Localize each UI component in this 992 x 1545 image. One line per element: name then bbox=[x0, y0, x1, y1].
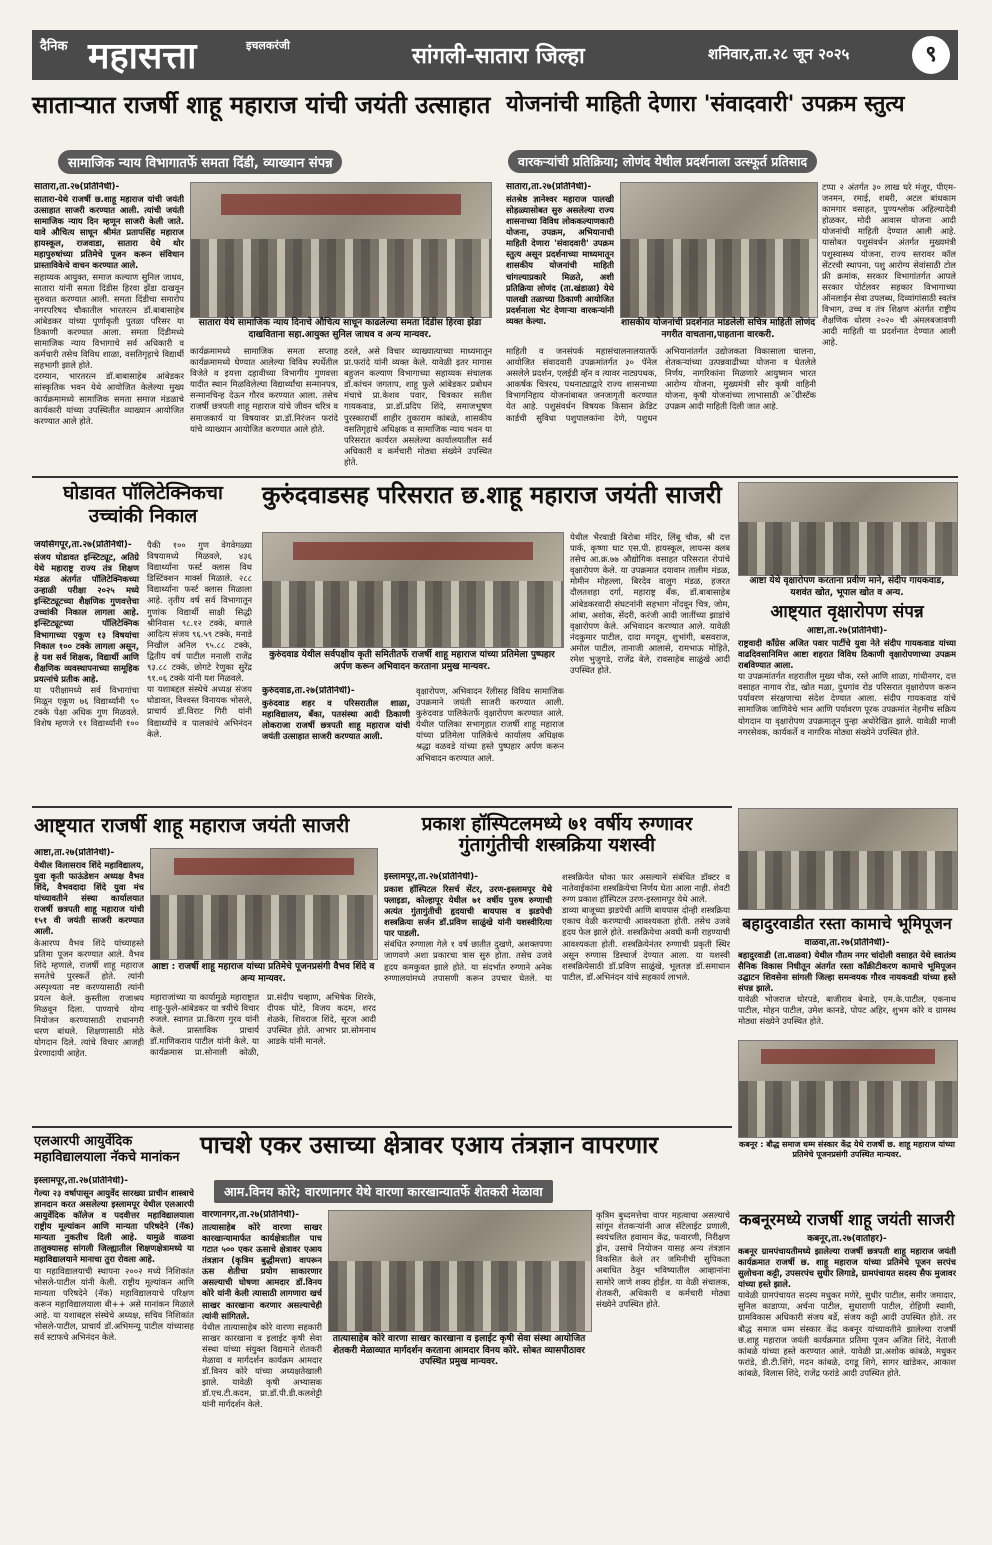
issue-date: शनिवार,ता.२८ जून २०२५ bbox=[708, 45, 850, 63]
story10-para2: या महाविद्यालयाची स्थापना २००२ मध्ये निशिकांत भोसले-पाटील यांनी केली. राष्ट्रीय मूल्यांकन आणि मान्यता परिषदेने (नॅक) महाविद्यालयाचे परिक्षण करून महाविद्यालयाला बी++ असे मानांकन मिळाले आहे. या यशाबद्दल संस्थेचे अध्यक्ष, सचिव निशिकांत भोसले-पाटील, प्राचार्य डॉ.अभिमन्यू पाटील यांच्यासह सर्व स्टाफचे अभिनंदन केले. bbox=[34, 1265, 194, 1343]
story8-dateline: वाळवा,ता.२७(प्रतिनिधी)- bbox=[804, 938, 890, 948]
story8-text bbox=[738, 938, 956, 1034]
story4-dateline: कुरुंदवाड,ता.२७(प्रतिनिधी)- bbox=[262, 686, 355, 696]
story3-text bbox=[34, 540, 252, 802]
story6-para2: केआरप्प वैभव शिंदे यांच्याहस्ते प्रतिमा पूजन करण्यात आले. वैभव शिंदे म्हणाले, राजर्षी शाहू महाराज समतेचे पुरस्कर्ते होते. त्यांनी अस्पृश्यता नष्ट करण्यासाठी त्यांनी प्रयत्न केले. कुस्तीला राजाश्रय मिळवून दिला. पाण्याचे योग्य नियोजन करण्यासाठी राधानगरी धरण बांधले. शिक्षणासाठी मोठे योगदान दिले. त्यांचे विचार आजही प्रेरणादायी आहेत. bbox=[34, 937, 144, 1059]
story8-headline: बहादुरवाडीत रस्ता कामाचे भूमिपूजन bbox=[742, 914, 952, 933]
story5-para2: या उपक्रमांतर्गत शहरातील मुख्य चौक, रस्ते आणि शाळा, गांधीनगर, दत्त वसाहत नागाव रोड, खोत मळा, दुधगांव रोड परिसरात वृक्षारोपण करून पर्यावरण संरक्षणाचा संदेश देण्यात आला. संदीप गायकवाड यांचे सामाजिक जाणिवेचे भान आणि पर्यावरण पूरक उपक्रमांत नेहमीच सक्रिय योगदान या वृक्षारोपण उपक्रमातून पुन्हा अधोरेखित झाले. यावेळी माजी नगरसेवक, कार्यकर्ते व नागरिक मोठ्या संख्येने उपस्थित होते. bbox=[738, 671, 956, 737]
story10-para1: गेल्या २३ वर्षापासून आयुर्वेद सारख्या प्राचीन शास्त्राचे ज्ञानदान करत असलेल्या इस्लामपूर येथील एलआरपी आयुर्वेदिक कॉलेज व पदवीत्तर महाविद्यालयाला राष्ट्रीय मूल्यांकन आणि मान्यता परिषदेने (नॅक) मान्यता नुकतीच दिली आहे. यामुळे वाळवा तालुक्यासह सांगली जिल्ह्यातील शिक्षणक्षेत्रामध्ये या महाविद्यालयाने मानाचा तुरा रोवला आहे. bbox=[34, 1187, 194, 1265]
story10-headline: एलआरपी आयुर्वेदिक महाविद्यालयाला नॅकचे मानांकन bbox=[34, 1134, 180, 1165]
story9-headline: कबनूरमध्ये राजर्षी शाहू जयंती साजरी bbox=[739, 1210, 955, 1229]
story3-dateline: जयसिंगपूर,ता.२७(प्रतिनिधी)- bbox=[34, 540, 132, 550]
story1-para2: सहाय्यक आयुक्त, समाज कल्याण सुनिल जाधव, सातारा यांनी समता दिंडीस हिरवा झेंडा दाखवून सुरुवात करण्यात आली. समता दिंडीचा समारोप नगरपरिषद चौकातील भारतरत्न डॉ.बाबासाहेब आंबेडकर यांच्या पूर्णाकृती पुतळा परिसर या ठिकाणी करण्यात आला. समता दिंडीमध्ये सामाजिक न्याय विभागाचे सर्व अधिकारी व कर्मचारी तसेच विविध शाळा, वसतिगृहाचे विद्यार्थी सहभागी झाले होते. bbox=[34, 271, 184, 371]
story10-text bbox=[34, 1176, 194, 1530]
story3-para1: संजय घोडावत इन्स्टिट्यूट, अतिग्रे येथे महाराष्ट्र राज्य तंत्र शिक्षण मंडळ अंतर्गत पॉलिटेक्निकच्या उन्हाळी परीक्षा २०२५ मध्ये इन्स्टिट्यूटच्या शैक्षणिक गुणवत्तेचा उच्चांकी निकाल लागला आहे. इन्स्टिट्यूटच्या पॉलिटेक्निक विभागाच्या एकूण १३ विषयांचा निकाल १०० टक्के लागला असून, हे यश सर्व शिक्षक, विद्यार्थी आणि शैक्षणिक व्यवस्थापनाच्या सामूहिक प्रयत्नांचे प्रतीक आहे. bbox=[34, 551, 139, 684]
story1-para1: सातारा-येथे राजर्षी छ.शाहू महाराज यांची जयंती उत्साहात साजरी करण्यात आली. त्यांची जयंती सामाजिक न्याय दिन म्हणून साजरी केली जाते. यावे औचित्य साधून श्रीमंत प्रतापसिंह महाराज हायस्कूल, राजवाडा, सातारा येथे थोर महापुरुषांच्या प्रतिमेचे पूजन करून संविधान प्रास्ताविकेचे वाचन करण्यात आले. bbox=[34, 193, 184, 271]
divider bbox=[32, 1126, 732, 1128]
story5-photo-caption: आष्टा येथे वृक्षारोपण करताना प्रवीण माने, संदीप गायकवाड, यशवंत खोत, भूपाल खोत व अन्य. bbox=[749, 576, 945, 598]
divider bbox=[32, 806, 732, 808]
brand-city: इचलकरंजी bbox=[246, 39, 290, 52]
story6-dateline: आष्टा,ता.२७(प्रतिनिधी)- bbox=[34, 848, 115, 858]
story11-dateline: वारणानगर,ता.२७(प्रतिनिधी)- bbox=[202, 1210, 299, 1220]
story1-text-col1 bbox=[34, 182, 184, 472]
divider bbox=[32, 476, 958, 478]
story3-para3: या यशाबद्दल संस्थेचे अध्यक्ष संजय घोडावत, विश्वस्त विनायक भोसले, प्राचार्य डॉ.विराट गिरी यांनी विद्यार्थ्यांचे व पालकांचे अभिनंदन केले. bbox=[147, 684, 252, 739]
story1-subheadline: सामाजिक न्याय विभागातर्फे समता दिंडी, व्याख्यान संपन्न bbox=[58, 150, 342, 174]
story6-para3: महाराजांच्या या कार्यामुळे महाराष्ट्रात शाहू-फुले-आंबेडकर या त्रयीचे विचार रुजले. स्वागत प्रा.किरण गुरव यांनी केले. प्रास्ताविक प्राचार्य डॉ.माणिकराव पाटील यांनी केले. या कार्यक्रमास प्रा.सोनाली कोळी, प्रा.संदीप चव्हाण, अभिषेक शिरके, दीपक घोटे, विजय कदम, शरद शेळके, शिवराज शिंदे, सूरज आदी उपस्थित होते. आभार प्रा.सोमनाथ आडके यांनी मानले. bbox=[150, 992, 376, 1058]
story2-photo-caption: शासकीय योजनांची प्रदर्शनात मांडलेली सचित्र माहिती लोणंद नगरीत वाचताना,पाहताना वारकरी. bbox=[620, 318, 816, 340]
story1-photo bbox=[190, 182, 492, 318]
brand-logo: महासत्ता bbox=[88, 35, 197, 77]
story11-text-col2 bbox=[596, 1210, 730, 1530]
story2-dateline: सातारा,ता.२७(प्रतिनिधी)- bbox=[506, 182, 592, 192]
story4-para3: येथील भैरवाडी बिरोबा मंदिर, लिंबू चौक, श्री दत्त पार्क, कृष्णा घाट एस.पी. हायस्कूल, लायन्स क्लब तसेच आ.क्र.७७ औद्योगिक वसाहत परिसरात रोपांचे वृक्षारोपण केले. या उपक्रमात दयावान तालीम मंडळ, मोमीन मोहल्ला, बिरदेव वालुग मंडळ, हजरत दौलतशहा दर्गा, महाराष्ट्र बँक, डॉ.बाबासाहेब आंबेडकरवादी संघटनांनी सहभाग नोंदवून चित्र, जोम, आंबा, अशोक, सेंदरी, करंजी आदी जातींच्या झाडांचे वृक्षारोपण केले. अभिवादन करण्यात आले. यावेळी नंदकुमार पाटील, दादा मगदूम, शुभांगी, बसवराज, अमोल पाटील, तानाजी आलासे, रामभाऊ मोहिते, रमेश भुजुगडे, राजेंद्र बेले, रावसाहेब साळुंखे आदी उपस्थित होते. bbox=[570, 532, 730, 676]
story4-text-col3 bbox=[570, 532, 730, 802]
story4-para2: वृक्षारोपण, अभिवादन रॅलीसह विविध सामाजिक उपक्रमाने जयंती साजरी करण्यात आली. कुरुंदवाड पालिकेतर्फे वृक्षारोपण करण्यात आले. येथील पालिका सभागृहात राजर्षी शाहू महाराज यांच्या प्रतिमेला पालिकेचे कार्यालय अधिक्षक श्रद्धा वळवडे यांच्या हस्ते पुष्पहार अर्पण करून अभिवादन करण्यात आले. bbox=[416, 686, 564, 763]
story2-headline: योजनांची माहिती देणारा 'संवादवारी' उपक्रम स्तुत्य bbox=[506, 91, 905, 117]
story1-photo-caption: सातारा येथे सामाजिक न्याय दिनाचे औचित्य साधून काढलेल्या समता दिंडीस हिरवा झेंडा दाखविताना सहा.आयुक्त सुनिल जाधव व अन्य मान्यवर. bbox=[198, 318, 482, 340]
story9-text bbox=[738, 1234, 956, 1530]
story2-para2: माहिती व जनसंपर्क महासंचालनालयातर्फे आयोजित संवादवारी उपक्रमांतर्गत ३० पॅनेल असलेले प्रदर्शन, एलईडी व्हॅन व त्यावर नाट्यपथक, आकर्षक चित्ररथ, पथनाट्याद्वारे राज्य शासनाच्या विभागनिहाय योजनांबाबत जनजागृती करण्यात येत आहे. पशुसंवर्धन विषयक किसान क्रेडिट कार्डची सुविधा पशुपालकांना देणे, पशुधन अभियानांतर्गत उद्योजकता विकासाला चालना, शेतकऱ्यांच्या उत्पन्नवाढीच्या योजना व घेतलेले निर्णय, नागरिकांना मिळणारे आयुष्मान भारत आरोग्य योजना, मुख्यमंत्री सौर कृषी वाहिनी योजना, कृषी योजनांच्या लाभासाठी अॅग्रीस्टॅक उपक्रम आदी माहिती दिली जात आहे. bbox=[506, 346, 816, 423]
story11-headline: पाचशे एकर उसाच्या क्षेत्रावर एआय तंत्रज्ञान वापरणार bbox=[200, 1130, 659, 1159]
story3-para2: या परीक्षामध्ये सर्व विभागांचा मिळून एकूण ७६ विद्यार्थ्यांनी ९० टक्के पेक्षा अधिक गुण मिळवले. विशेष म्हणजे ११ विद्यार्थ्यांनी १०० पैकी १०० गुण वेगवेगळ्या विषयामध्ये मिळवले, ४३६ विद्यार्थ्यांना फर्स्ट क्लास विथ डिस्टिंक्शन मार्क्स मिळाले. २८८ विद्यार्थ्यांना फर्स्ट क्लास मिळाला आहे. तृतीय वर्ष सर्व विभागातून गुणांक विद्यार्थी साक्षी सिद्धी श्रीनिवास ९८.१२ टक्के, बगाले आदित्य संजय ९६.५९ टक्के, मनाडे निखील अनिल ९५.८८ टक्के, द्वितीय वर्ष पाटील मनाली राजेंद्र ९३.८८ टक्के, छोगटे रेणुका सुरेंद्र ९१.०६ टक्के यांनी यश मिळवले. bbox=[34, 540, 252, 729]
story2-photo bbox=[620, 182, 818, 318]
story5-photo bbox=[738, 482, 958, 576]
story4-para1: कुरुंदवाड शहर व परिसरातील शाळा, महाविद्यालय, बँका, पतसंस्था आदी ठिकाणी लोकराजा राजर्षी छत्रपती शाहू महाराज यांची जयंती उत्साहात साजरी करण्यात आली. bbox=[262, 697, 410, 742]
section-title: सांगली-सातारा जिल्हा bbox=[412, 44, 585, 69]
story5-text bbox=[738, 626, 956, 802]
story5-dateline: आष्टा,ता.२७(प्रतिनिधी)- bbox=[806, 626, 888, 636]
story1-dateline: सातारा,ता.२७(प्रतिनिधी)- bbox=[34, 182, 120, 192]
story4-text-col1 bbox=[262, 686, 410, 802]
story4-photo-caption: कुरुंदवाड येथील सर्वपक्षीय कृती समितीतर्फे राजर्षी शाहू महाराज यांच्या प्रतिमेला पुष्पहार अर्पण करून अभिवादन करताना प्रमुख मान्यवर. bbox=[269, 650, 555, 672]
story10-dateline: इस्लामपूर,ता.२७(प्रतिनिधी)- bbox=[34, 1176, 128, 1186]
story9-para2: यावेळी ग्रामपंचायत सदस्य मधुकर मणेरे, सुधीर पाटील, समीर जमादार, सुनिल काडाप्पा, अर्चना पाटील, सुधाराणी पाटील, रोहिणी स्वामी, ग्रामविकास अधिकारी संजय बर्डे, संजय कट्टी आदी उपस्थित होते. तर बौद्ध समाज धम्म संस्कार केंद्र कबनूर यांच्यावतीने झालेल्या राजर्षी छ.शाहू महाराज जयंती कार्यक्रमात प्रतिमा पूजन अजित शिंदे, नेताजी कांबळे यांच्या हस्ते करण्यात आले. यावेळी प्रा.अशोक कांबळे, मधुकर फरांडे, डी.टी.शिंगे, मदन कांबळे, दगडू शिगे, सागर खांडेकर, आकाश कांबळे, विलास शिंदे, राजेंद्र फरांडे आदी उपस्थित होते. bbox=[738, 1290, 956, 1378]
story5-para1: राष्ट्रवादी काँग्रेस अजित पवार पार्टीचे युवा नेते संदीप गायकवाड यांच्या वाढदिवसानिमित्त आष्टा शहरात विविध ठिकाणी वृक्षारोपणाच्या उपक्रम राबविण्यात आला. bbox=[738, 637, 956, 671]
story2-text-col3 bbox=[822, 182, 956, 472]
story6-headline: आष्ट्यात राजर्षी शाहू महाराज जयंती साजरी bbox=[34, 813, 350, 837]
story7-para2: संबंधित रुग्णाला गेले १ वर्ष छातीत दुखणे, अशक्तपणा जाणवणे अशा प्रकारचा त्रास सुरु होता. तसेच उजवे हृदय कमकुवत झाले होते. या संदर्भात रुग्णाने अनेक रुग्णालयांमध्ये तपासणी करून उपचार घेतले. या शस्त्रक्रियेत धोका फार असल्याने संबंधित डॉक्टर व नातेवाईकांना शस्त्रक्रियेचा निर्णय घेता आला नाही. शेवटी रुग्ण प्रकाश हॉस्पिटल उरण-इस्लामपूर येथे आले. bbox=[384, 872, 730, 983]
story1-text-col3 bbox=[344, 346, 492, 472]
story7-para3: डाव्या बाजूच्या झडपेची आणि बायपास दोन्ही शस्त्रक्रिया एकाच वेळी करण्याची आवश्यकता होती. तसेच उजवे हृदय फेल झाले होते. शस्त्रक्रियेचा अवघी कमी राहण्याची आवश्यकता होती. शस्त्रक्रियेनंतर रुग्णाची प्रकृती स्थिर असून रुग्णास डिस्चार्ज देण्यात आला. या यशस्वी शस्त्रक्रियेसाठी डॉ.प्रविण साळुंखे, भूलतज्ञ डॉ.समाधान पाटील, डॉ.अभिनंदन यांचे सहकार्य लाभले. bbox=[562, 905, 730, 982]
story11-para3: कृत्रिम बुध्दमत्तेचा वापर महत्वाचा असल्याचे सांगून शेतकऱ्यांनी आज सॅटेलाईट प्रणाली, स्वयंचलित हवामान केंद्र, फवारणी, निरीक्षण ड्रोन, उसाचे नियोजन यासह अन्य तंत्रज्ञान विकसित केले तर जमिनीची सुपिकता अबाधित ठेवून भविष्यातील आव्हानांना सामोरे जाणे शक्य होईल. या वेळी संचालक, शेतकरी, अधिकारी व कर्मचारी मोठ्या संख्येने उपस्थित होते. bbox=[596, 1210, 730, 1309]
story9-para1: कबनूर ग्रामपंचायतीमध्ये झालेल्या राजर्षी छत्रपती शाहू महाराज जयंती कार्यक्रमात राजर्षी छ. शाहू महाराज यांच्या प्रतिमेचे पूजन सरपंच सुलोचना कट्टी, उपसरपंच सुधीर लिगाडे, ग्रामपंचायत सदस्य सैफ मुजावर यांच्या हस्ते झाले. bbox=[738, 1245, 956, 1290]
story8-para1: बहादुरवाडी (ता.वाळवा) येथील गौतम नगर चांदोली वसाहत येथे स्वातंत्र्य सैनिक विकास निधीतून अंतर्गत रस्ता काँक्रीटीकरण कामाचे भूमिपूजन उद्घाटन शिवसेना सांगली जिल्हा समन्वयक गौरव नायकवडी यांच्या हस्ते संपन्न झाले. bbox=[738, 949, 956, 994]
story11-photo-caption: तात्यासाहेब कोरे वारणा साखर कारखाना व इलाईट कृषी सेवा संस्था आयोजित शेतकरी मेळाव्यात मार्गदर्शन करताना आमदार विनय कोरे. सोबत व्यासपीठावर उपस्थित प्रमुख मान्यवर. bbox=[332, 1334, 586, 1368]
story11-subheadline: आम.विनय कोरे; वारणानगर येथे वारणा कारखान्यातर्फे शेतकरी मेळावा bbox=[214, 1180, 553, 1203]
story3-headline: घोडावत पॉलिटेक्निकचा उच्चांकी निकाल bbox=[63, 482, 223, 527]
story11-para1: तात्यासाहेब कोरे वारणा साखर कारखान्यामार्फत कार्यक्षेत्रातील पाच गटात ५०० एकर ऊसाचे क्षेत्रावर एआय तंत्रज्ञान (कृत्रिम बुद्धीमत्ता) वापरून ऊस शेतीचा प्रयोग साकारणार असल्याची घोषणा आमदार डॉ.विनय कोरे यांनी केली त्यासाठी लागणारा खर्च साखर कारखाना करणार असल्याचेही त्यांनी सांगितले. bbox=[202, 1221, 322, 1321]
story2-para1: संतश्रेष्ठ ज्ञानेश्वर महाराज पालखी सोहळ्यासोबत सुरु असलेल्या राज्य शासनाच्या विविध लोककल्याणकारी योजना, उपक्रम, अभियानाची माहिती देणारा 'संवादवारी' उपक्रम स्तुत्य असून प्रदर्शनाच्या माध्यमातून शासकीय योजनांची माहिती चांगल्याप्रकारे मिळते, अशी प्रतिक्रिया लोणंद (ता.खंडाळा) येथे पालखी तळाच्या ठिकाणी आयोजित प्रदर्शनाला भेट देणाऱ्या वारकऱ्यांनी व्यक्त केल्या. bbox=[506, 193, 614, 326]
page-number: ९ bbox=[912, 36, 950, 74]
story1-para4: कार्यक्रमामध्ये सामाजिक समता सप्ताह कार्यक्रमामध्ये घेण्यात आलेल्या विविध स्पर्धेतील विजेते व इयत्ता दहावीच्या विभागीय गुणवत्ता यादीत स्थान मिळविलेल्या विद्यार्थ्यांचा सन्मानपत्र, सन्मानचिन्ह देऊन गौरव करण्यात आला. तसेच राजर्षी छत्रपती शाहू महाराज यांचे जीवन चरित्र व समाजकार्य या विषयावर प्रा.डॉ.निरंजन फरांदे यांचे व्याख्यान आयोजित करण्यात आले होते. bbox=[190, 346, 338, 434]
story5-headline: आष्ट्यात वृक्षारोपण संपन्न bbox=[770, 602, 924, 622]
story9-dateline: कबनूर,ता.२७(वार्ताहर)- bbox=[807, 1234, 887, 1244]
story6-text-col1 bbox=[34, 848, 144, 1122]
story9-photo bbox=[738, 1040, 958, 1138]
story8-photo bbox=[738, 808, 958, 910]
story7-text bbox=[384, 872, 730, 1122]
story9-photo-caption: कबनूर : बौद्ध समाज धम्म संस्कार केंद्र येथे राजर्षी छ. शाहू महाराज यांच्या प्रतिमेचे पूजनप्रसंगी उपस्थित मान्यवर. bbox=[739, 1140, 955, 1160]
story4-text-col2 bbox=[416, 686, 564, 802]
story7-para1: प्रकाश हॉस्पिटल रिसर्च सेंटर, उरण-इस्लामपूर येथे फ्लाइडा, कोल्हापूर येथील ७१ वर्षीय पुरुष रुग्णाची अत्यंत गुंतागुंतीची हृदयाची बायपास व झडपेची शस्त्रक्रिया सर्जन डॉ.प्रविण साळुंखे यांनी यशस्वीरित्या पार पाडली. bbox=[384, 883, 552, 939]
story7-headline: प्रकाश हॉस्पिटलमध्ये ७१ वर्षीय रुग्णावर गुंतागुंतीची शस्त्रक्रिया यशस्वी bbox=[421, 813, 693, 856]
story2-para3: टप्पा २ अंतर्गत ३० लाख घरे मंजूर, पीएम-जनमन, रमाई, शबरी, अटल बांधकाम कामगार वसाहत, पुण्यश्लोक अहिल्यादेवी होळकर, मोदी आवास योजना आदी योजनांची माहिती देण्यात आली आहे. यासोबत पशुसंवर्धन अंतर्गत मुख्यमंत्री पशुस्वास्थ्य योजना, राज्य स्तरावर कॉल सेंटरची स्थापना, पशु आरोग्य सेवांसाठी टोल फ्री क्रमांक, सरकार विभागांतर्गत आपले सरकार पोर्टलवर सहकार विभागाच्या ऑनलाईन सेवा उपलब्ध, दिव्यांगांसाठी स्वतंत्र विभाग, उच्च व तंत्र शिक्षण अंतर्गत राष्ट्रीय शैक्षणिक धोरण २०२० ची अंमलबजावणी आदी माहिती या प्रदर्शनात देण्यात आली आहे. bbox=[822, 182, 956, 348]
story8-para2: यावेळी भोजराज घोरपडे, बाजीराव बेनाडे, एम.के.पाटील, एकनाथ पाटील, मोहन पाटील, उमेश कानडे, पोपट अहिर, शुभम कोरे व ग्रामस्थ मोठ्या संख्येने उपस्थित होते. bbox=[738, 994, 956, 1027]
story2-text-col2 bbox=[506, 346, 816, 472]
story6-photo-caption: आष्टा : राजर्षी शाहू महाराज यांच्या प्रतिमेचे पूजनप्रसंगी वैभव शिंदे व अन्य मान्यवर. bbox=[151, 962, 375, 984]
story1-headline: साताऱ्यात राजर्षी शाहू महाराज यांची जयंती उत्साहात bbox=[32, 90, 491, 119]
story6-photo bbox=[150, 848, 378, 960]
masthead bbox=[32, 30, 958, 80]
story7-dateline: इस्लामपूर,ता.२७(प्रतिनिधी)- bbox=[384, 872, 478, 882]
story11-photo bbox=[328, 1210, 592, 1332]
story6-text-col2 bbox=[150, 992, 376, 1122]
story1-para3: दरम्यान, भारतरत्न डॉ.बाबासाहेब आंबेडकर सांस्कृतिक भवन येथे आयोजित केलेल्या मुख्य कार्यक्रमामध्ये सामाजिक समता समाज मंडळाचे कार्यकारी यांच्या उपस्थितीत व्याख्यान आयोजित करण्यात आले होते. bbox=[34, 371, 184, 426]
brand-prefix: दैनिक bbox=[40, 39, 68, 54]
story2-subheadline: वारकऱ्यांची प्रतिक्रिया; लोणंद येथील प्रदर्शनाला उत्स्फूर्त प्रतिसाद bbox=[508, 150, 817, 173]
story1-para5: ठरले, असे विचार व्याख्यात्याच्या माध्यमातून प्रा.फरांदे यांनी व्यक्त केले. यावेळी इतर मागास बहुजन कल्याण विभागाच्या सहाय्यक संचालक डॉ.कांचन जगताप, शाहू फुले आंबेडकर प्रबोधन मंचाचे प्रा.केशव पवार, चित्रकार सतीश गायकवाड, प्रा.डॉ.प्रदिप शिंदे, समाजभूषण पुरस्कारार्थी शाहीर तुकाराम कांबळे, शासकीय वसतिगृहाचे अधिक्षक व सामाजिक न्याय भवन या परिसरात कार्यरत असलेल्या कार्यालयातील सर्व अधिकारी व कर्मचारी मोठ्या संख्येने उपस्थित होते. bbox=[344, 346, 492, 467]
story1-text-col2 bbox=[190, 346, 338, 472]
story6-para1: येथील विलासराव शिंदे महाविद्यालय, युवा कृती फाऊंडेशन अध्यक्ष वैभव शिंदे, वैभवदादा शिंदे युवा मंच यांच्यावतीने संस्था कार्यालयात राजर्षी छत्रपती शाहू महाराज यांची १५१ वी जयंती साजरी करण्यात आली. bbox=[34, 859, 144, 937]
story11-text-col1 bbox=[202, 1210, 322, 1530]
story4-photo bbox=[262, 532, 564, 648]
story4-headline: कुरुंदवाडसह परिसरात छ.शाहू महाराज जयंती साजरी bbox=[262, 480, 722, 509]
story11-para2: येथील तात्यासाहेब कोरे वारणा सहकारी साखर कारखाना व इलाईट कृषी सेवा संस्था यांच्या संयुक्त विद्यमाने शेतकरी मेळावा व मार्गदर्शन कार्यक्रम आमदार डॉ.विनय कोरे यांच्या अध्यक्षतेखाली झाले. यावेळी कृषी अभ्यासक डॉ.एच.टी.कदम, प्रा.डॉ.पी.डी.कलशेट्टी यांनी मार्गदर्शन केले. bbox=[202, 1321, 322, 1410]
